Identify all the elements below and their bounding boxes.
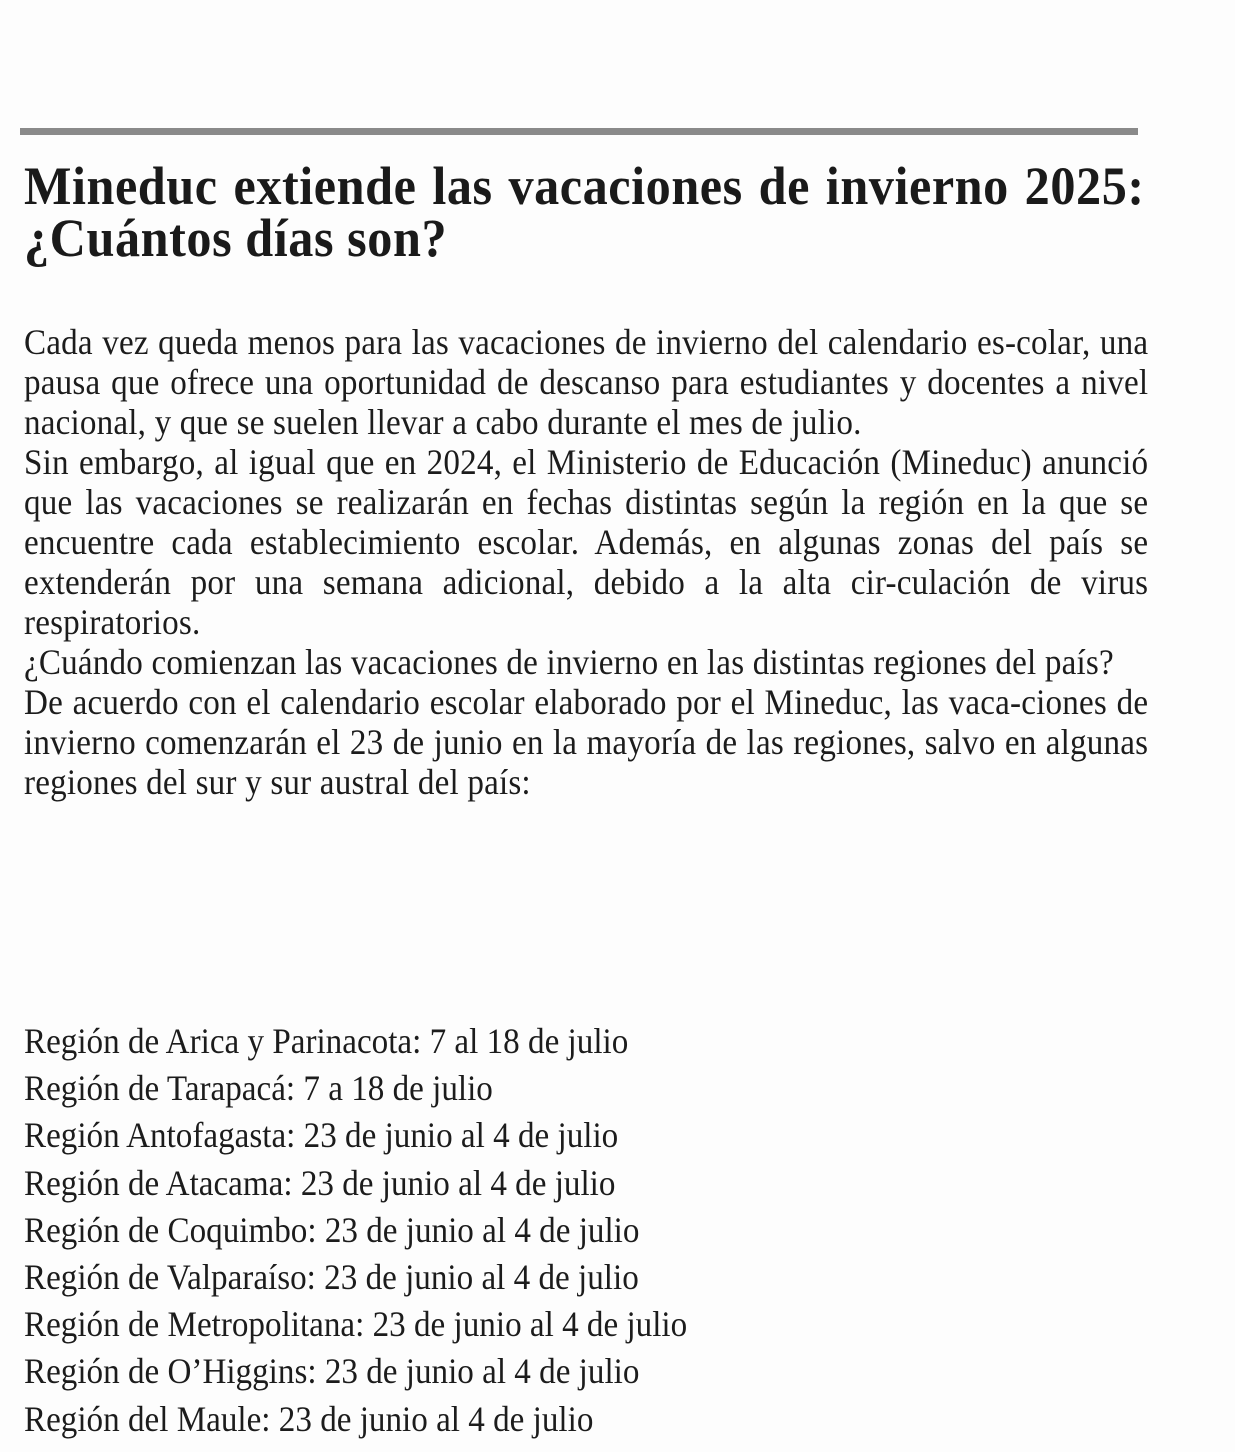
paragraph-intro: Cada vez queda menos para las vacaciones de invierno del calendario es-colar, una pausa que ofrece una oportunidad de descanso para estudiantes y docentes a nivel nacional, y que se suelen llevar a cabo durante el mes de julio. [24, 322, 1149, 442]
region-dates-list [24, 1018, 852, 1443]
paragraph-question: ¿Cuándo comienzan las vacaciones de invierno en las distintas regiones del país? [24, 642, 1114, 682]
paragraph-mineduc-announcement: Sin embargo, al igual que en 2024, el Ministerio de Educación (Mineduc) anunció que las vacaciones se realizarán en fechas distintas según la región en la que se encuentre cada establecimiento escolar. Además, en algunas zonas del país se extenderán por una semana adicional, debido a la alta cir-culación de virus respiratorios. [24, 442, 1149, 642]
list-item: Región del Maule: 23 de junio al 4 de julio [24, 1398, 594, 1439]
list-item: Región Antofagasta: 23 de junio al 4 de julio [24, 1115, 619, 1156]
list-item: Región de Tarapacá: 7 a 18 de julio [24, 1068, 493, 1109]
list-item: Región de Metropolitana: 23 de junio al 4 de julio [24, 1304, 688, 1345]
list-item: Región de Atacama: 23 de junio al 4 de julio [24, 1162, 616, 1203]
paragraph-calendar: De acuerdo con el calendario escolar elaborado por el Mineduc, las vaca-ciones de invierno comenzarán el 23 de junio en la mayoría de las regiones, salvo en algunas regiones del sur y sur austral del país: [24, 682, 1149, 802]
article-headline: Mineduc extiende las vacaciones de invierno 2025: ¿Cuántos días son? [24, 156, 1145, 268]
list-item: Región de O’Higgins: 23 de junio al 4 de julio [24, 1351, 640, 1392]
list-item: Región de Arica y Parinacota: 7 al 18 de julio [24, 1021, 629, 1061]
list-item: Región de Valparaíso: 23 de junio al 4 de julio [24, 1257, 639, 1298]
list-item: Región de Coquimbo: 23 de junio al 4 de julio [24, 1209, 640, 1250]
article-body [24, 322, 1148, 802]
top-rule [20, 128, 1138, 135]
